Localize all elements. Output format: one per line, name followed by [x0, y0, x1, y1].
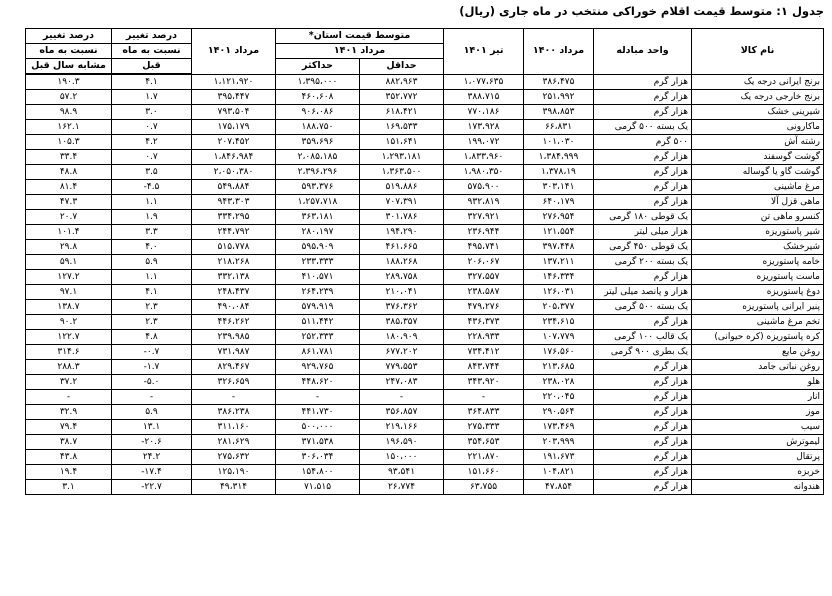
header-change-month-l3: قبل — [112, 59, 192, 75]
table-row — [26, 420, 824, 435]
cell-mordad1401: ۲۰۷،۴۵۲ — [192, 135, 276, 150]
cell-mordad1401: ۲۴۸،۴۳۷ — [192, 285, 276, 300]
cell-mordad1401: ۸۲۹،۴۶۷ — [192, 360, 276, 375]
cell-change-year: ۹۰.۲ — [26, 315, 112, 330]
cell-mordad1400: ۳۰۳،۱۴۱ — [524, 180, 594, 195]
cell-mordad1401: ۳۳۲،۱۳۸ — [192, 270, 276, 285]
cell-change-year: ۴۸.۸ — [26, 165, 112, 180]
table-row — [26, 405, 824, 420]
cell-change-year: ۱۰۵.۳ — [26, 135, 112, 150]
cell-tir1401: ۲۲۸،۹۳۳ — [444, 330, 524, 345]
cell-name: روغن مایع — [692, 345, 824, 360]
cell-mordad1401: ۲۷۵،۶۳۲ — [192, 450, 276, 465]
cell-change-year: ۲۸۸.۳ — [26, 360, 112, 375]
cell-mordad1400: ۲۷۶،۹۵۴ — [524, 210, 594, 225]
cell-unit: هزار گرم — [594, 390, 692, 405]
cell-name: هلو — [692, 375, 824, 390]
cell-change-year: ۳.۱ — [26, 480, 112, 495]
cell-max: ۵۷۹،۹۱۹ — [276, 300, 360, 315]
cell-min: ۹۳،۵۴۱ — [360, 465, 444, 480]
cell-change-year: ۱۹۰.۳ — [26, 74, 112, 90]
cell-change-month: -۰.۷ — [112, 345, 192, 360]
cell-tir1401: ۲۲۱،۸۷۰ — [444, 450, 524, 465]
cell-mordad1400: ۲۹۰،۵۶۴ — [524, 405, 594, 420]
header-change-month-l1: درصد تغییر — [112, 29, 192, 44]
cell-mordad1400: ۲۰۵،۳۷۷ — [524, 300, 594, 315]
cell-unit: هزار گرم — [594, 180, 692, 195]
cell-name: گوشت گوسفند — [692, 150, 824, 165]
table-row — [26, 195, 824, 210]
cell-name: روغن نباتی جامد — [692, 360, 824, 375]
cell-mordad1400: ۱۰۷،۷۷۹ — [524, 330, 594, 345]
cell-change-year: ۵۷.۲ — [26, 90, 112, 105]
cell-unit: هزار گرم — [594, 465, 692, 480]
cell-mordad1400: ۱۴۶،۳۳۴ — [524, 270, 594, 285]
cell-mordad1400: ۱۷۶،۵۶۰ — [524, 345, 594, 360]
cell-name: ماکارونی — [692, 120, 824, 135]
header-name: نام کالا — [692, 29, 824, 75]
cell-unit: یک بسته ۲۰۰ گرمی — [594, 255, 692, 270]
cell-unit: هزار گرم — [594, 165, 692, 180]
cell-mordad1400: ۱۲۱،۵۵۴ — [524, 225, 594, 240]
cell-unit: یک بطری ۹۰۰ گرمی — [594, 345, 692, 360]
cell-max: ۳۷۱،۵۳۸ — [276, 435, 360, 450]
cell-tir1401: - — [444, 390, 524, 405]
cell-change-month: -۴.۵ — [112, 180, 192, 195]
cell-max: ۲،۳۹۶،۲۹۶ — [276, 165, 360, 180]
cell-min: ۴۶۱،۶۶۵ — [360, 240, 444, 255]
cell-change-year: ۳۳.۴ — [26, 150, 112, 165]
cell-change-year: ۱۲۲.۷ — [26, 330, 112, 345]
cell-change-month: ۱.۱ — [112, 270, 192, 285]
cell-change-year: ۱۰۱.۴ — [26, 225, 112, 240]
cell-change-month: ۰.۷ — [112, 150, 192, 165]
cell-min: ۷۰۷،۳۹۱ — [360, 195, 444, 210]
cell-unit: هزار میلی لیتر — [594, 225, 692, 240]
cell-max: ۷۱،۵۱۵ — [276, 480, 360, 495]
table-row — [26, 210, 824, 225]
cell-unit: یک قوطی ۴۵۰ گرمی — [594, 240, 692, 255]
cell-mordad1400: ۱۷۳،۴۶۹ — [524, 420, 594, 435]
cell-min: ۸۸۲،۹۶۳ — [360, 74, 444, 90]
cell-tir1401: ۱۹۹،۰۷۲ — [444, 135, 524, 150]
cell-min: ۳۸۵،۳۵۷ — [360, 315, 444, 330]
cell-name: خربزه — [692, 465, 824, 480]
cell-change-year: ۵۹.۱ — [26, 255, 112, 270]
cell-unit: یک قالب ۱۰۰ گرمی — [594, 330, 692, 345]
cell-mordad1400: ۲۳۸،۰۲۸ — [524, 375, 594, 390]
cell-mordad1401: ۵۱۵،۷۷۸ — [192, 240, 276, 255]
cell-unit: یک بسته ۵۰۰ گرمی — [594, 300, 692, 315]
header-mordad1400: مرداد ۱۴۰۰ — [524, 29, 594, 75]
table-body — [26, 74, 824, 495]
table-row — [26, 375, 824, 390]
cell-change-month: ۴.۰ — [112, 240, 192, 255]
cell-tir1401: ۱۵۱،۶۶۰ — [444, 465, 524, 480]
cell-change-month: ۵.۹ — [112, 255, 192, 270]
cell-mordad1401: ۱،۱۲۱،۹۲۰ — [192, 74, 276, 90]
cell-change-month: ۱۳.۱ — [112, 420, 192, 435]
cell-max: ۳۵۹،۶۹۶ — [276, 135, 360, 150]
header-change-year-l1: درصد تغییر — [26, 29, 112, 44]
cell-tir1401: ۲۷۵،۳۳۳ — [444, 420, 524, 435]
cell-min: ۱،۲۹۳،۱۸۱ — [360, 150, 444, 165]
cell-name: ماست پاستوریزه — [692, 270, 824, 285]
cell-tir1401: ۴۷۹،۲۷۶ — [444, 300, 524, 315]
cell-mordad1400: ۱۰۱،۰۳۰ — [524, 135, 594, 150]
cell-unit: هزار گرم — [594, 480, 692, 495]
table-row — [26, 240, 824, 255]
cell-mordad1401: ۱۲۵،۱۹۰ — [192, 465, 276, 480]
cell-mordad1400: ۲۲۰،۰۴۵ — [524, 390, 594, 405]
cell-change-year: ۲۹.۸ — [26, 240, 112, 255]
cell-max: ۹۲۹،۷۶۵ — [276, 360, 360, 375]
table-row — [26, 480, 824, 495]
cell-tir1401: ۲۳۶،۹۴۴ — [444, 225, 524, 240]
cell-name: تخم مرغ ماشینی — [692, 315, 824, 330]
cell-unit: هزار گرم — [594, 435, 692, 450]
cell-unit: یک بسته ۵۰۰ گرمی — [594, 120, 692, 135]
cell-mordad1401: ۲۱۸،۲۶۸ — [192, 255, 276, 270]
cell-tir1401: ۱،۰۷۷،۶۳۵ — [444, 74, 524, 90]
cell-mordad1400: ۲۳۴،۶۱۵ — [524, 315, 594, 330]
cell-min: ۵۱۹،۸۸۶ — [360, 180, 444, 195]
cell-change-month: -۲۲.۷ — [112, 480, 192, 495]
cell-max: ۴۴۱،۷۳۰ — [276, 405, 360, 420]
cell-max: ۹۰۶،۰۸۶ — [276, 105, 360, 120]
cell-change-year: ۳۱۴.۶ — [26, 345, 112, 360]
cell-unit: هزار گرم — [594, 150, 692, 165]
cell-min: ۱۵۰،۰۰۰ — [360, 450, 444, 465]
cell-change-month: ۰.۷ — [112, 120, 192, 135]
table-row — [26, 300, 824, 315]
cell-min: ۷۷۹،۵۵۳ — [360, 360, 444, 375]
table-row — [26, 135, 824, 150]
cell-mordad1400: ۴۷،۸۵۴ — [524, 480, 594, 495]
cell-max: ۲۸۰،۱۹۷ — [276, 225, 360, 240]
cell-name: پنیر ایرانی پاستوریزه — [692, 300, 824, 315]
cell-mordad1401: ۳۱۱،۱۶۰ — [192, 420, 276, 435]
cell-max: ۴۴۸،۶۲۰ — [276, 375, 360, 390]
header-max: حداکثر — [276, 59, 360, 75]
table-row — [26, 120, 824, 135]
header-mordad1401: مرداد ۱۴۰۱ — [192, 29, 276, 75]
cell-max: ۵۱۱،۴۴۲ — [276, 315, 360, 330]
cell-name: خامه پاستوریزه — [692, 255, 824, 270]
cell-change-month: ۴.۲ — [112, 135, 192, 150]
cell-change-year: ۱۲۷.۲ — [26, 270, 112, 285]
cell-name: هندوانه — [692, 480, 824, 495]
cell-max: ۴۱۰،۵۷۱ — [276, 270, 360, 285]
cell-mordad1401: - — [192, 390, 276, 405]
cell-change-year: ۲۰.۷ — [26, 210, 112, 225]
cell-name: رشته آش — [692, 135, 824, 150]
cell-unit: هزار گرم — [594, 105, 692, 120]
cell-mordad1401: ۴۴۶،۲۶۲ — [192, 315, 276, 330]
cell-change-month: -۱۷.۴ — [112, 465, 192, 480]
table-row — [26, 270, 824, 285]
cell-min: ۳۰۱،۷۸۶ — [360, 210, 444, 225]
cell-change-month: ۳.۳ — [112, 225, 192, 240]
cell-mordad1401: ۴۹،۳۱۴ — [192, 480, 276, 495]
header-province-month: مرداد ۱۴۰۱ — [276, 44, 444, 59]
cell-change-year: ۴۷.۳ — [26, 195, 112, 210]
cell-name: مرغ ماشینی — [692, 180, 824, 195]
cell-change-month: -۵.۰ — [112, 375, 192, 390]
cell-change-month: ۴.۱ — [112, 285, 192, 300]
cell-min: ۱۶۹،۵۳۳ — [360, 120, 444, 135]
cell-max: ۵۹۵،۹۰۹ — [276, 240, 360, 255]
cell-tir1401: ۴۹۵،۷۴۱ — [444, 240, 524, 255]
cell-unit: هزار گرم — [594, 74, 692, 90]
cell-mordad1400: ۱۰۴،۸۲۱ — [524, 465, 594, 480]
cell-unit: ۵۰۰ گرم — [594, 135, 692, 150]
cell-max: ۴۶۰،۶۰۸ — [276, 90, 360, 105]
cell-max: ۵۹۳،۳۷۶ — [276, 180, 360, 195]
cell-mordad1400: ۱،۳۷۸،۱۹ — [524, 165, 594, 180]
cell-min: ۳۷۶،۳۶۲ — [360, 300, 444, 315]
cell-min: ۱۹۴،۲۹۰ — [360, 225, 444, 240]
cell-change-year: ۳۷.۲ — [26, 375, 112, 390]
cell-tir1401: ۳۸۸،۷۱۵ — [444, 90, 524, 105]
cell-name: لیموترش — [692, 435, 824, 450]
cell-change-year: ۸۱.۴ — [26, 180, 112, 195]
cell-name: شیر پاستوریزه — [692, 225, 824, 240]
cell-max: ۵۰۰،۰۰۰ — [276, 420, 360, 435]
cell-min: ۱۸۸،۲۶۸ — [360, 255, 444, 270]
cell-change-year: ۷۹.۴ — [26, 420, 112, 435]
cell-max: ۸۶۱،۷۸۱ — [276, 345, 360, 360]
table-title: جدول ۱: متوسط قیمت اقلام خوراکی منتخب در ماه جاری (ریال) — [459, 4, 824, 18]
cell-change-month: ۱.۷ — [112, 90, 192, 105]
cell-unit: هزار گرم — [594, 270, 692, 285]
cell-tir1401: ۲۳۸،۵۸۷ — [444, 285, 524, 300]
cell-mordad1400: ۶۶،۸۳۱ — [524, 120, 594, 135]
cell-name: شیرینی خشک — [692, 105, 824, 120]
cell-max: ۲۵۲،۳۳۳ — [276, 330, 360, 345]
cell-change-year: ۱۹.۴ — [26, 465, 112, 480]
cell-name: سیب — [692, 420, 824, 435]
table-row — [26, 165, 824, 180]
cell-mordad1401: ۲۸۱،۶۲۹ — [192, 435, 276, 450]
cell-change-month: ۲۴.۲ — [112, 450, 192, 465]
cell-min: ۶۷۷،۲۰۲ — [360, 345, 444, 360]
cell-min: ۲۴۷،۰۸۳ — [360, 375, 444, 390]
cell-mordad1401: ۲،۰۵۰،۳۸۰ — [192, 165, 276, 180]
cell-name: ماهی قزل آلا — [692, 195, 824, 210]
cell-change-year: - — [26, 390, 112, 405]
cell-max: ۳۶۳،۱۸۱ — [276, 210, 360, 225]
table-row — [26, 450, 824, 465]
cell-change-month: ۵.۹ — [112, 405, 192, 420]
table-row — [26, 465, 824, 480]
cell-unit: هزار گرم — [594, 375, 692, 390]
cell-mordad1401: ۵۴۹،۸۸۴ — [192, 180, 276, 195]
cell-change-month: -۲۰.۶ — [112, 435, 192, 450]
cell-mordad1401: ۱،۸۴۶،۹۸۴ — [192, 150, 276, 165]
cell-change-month: - — [112, 390, 192, 405]
cell-tir1401: ۶۳،۷۵۵ — [444, 480, 524, 495]
cell-max: ۲۶۴،۲۳۹ — [276, 285, 360, 300]
table-row — [26, 360, 824, 375]
cell-tir1401: ۱،۹۸۰،۳۵۰ — [444, 165, 524, 180]
cell-unit: هزار گرم — [594, 405, 692, 420]
cell-change-month: ۲.۳ — [112, 300, 192, 315]
cell-unit: هزار گرم — [594, 315, 692, 330]
cell-name: دوغ پاستوریزه — [692, 285, 824, 300]
cell-change-month: -۱.۷ — [112, 360, 192, 375]
cell-mordad1401: ۷۳۱،۹۸۷ — [192, 345, 276, 360]
cell-min: ۱۹۶،۵۹۰ — [360, 435, 444, 450]
cell-max: ۱،۳۹۵،۰۰۰ — [276, 74, 360, 90]
cell-mordad1400: ۶۴۰،۱۷۹ — [524, 195, 594, 210]
cell-change-month: ۳.۰ — [112, 105, 192, 120]
cell-min: ۱۵۱،۶۴۱ — [360, 135, 444, 150]
cell-mordad1400: ۳۹۷،۴۴۸ — [524, 240, 594, 255]
cell-unit: یک قوطی ۱۸۰ گرمی — [594, 210, 692, 225]
cell-mordad1401: ۳۸۶،۲۳۸ — [192, 405, 276, 420]
cell-mordad1401: ۳۹۵،۴۴۷ — [192, 90, 276, 105]
table-row — [26, 345, 824, 360]
cell-mordad1401: ۴۹۰،۰۸۴ — [192, 300, 276, 315]
cell-tir1401: ۷۷۰،۱۸۶ — [444, 105, 524, 120]
cell-min: ۱،۳۶۳،۵۰۰ — [360, 165, 444, 180]
header-tir1401: تیر ۱۴۰۱ — [444, 29, 524, 75]
cell-min: ۲۱۹،۱۶۶ — [360, 420, 444, 435]
cell-unit: هزار گرم — [594, 420, 692, 435]
cell-change-year: ۴۳.۸ — [26, 450, 112, 465]
cell-min: ۲۱۰،۰۴۱ — [360, 285, 444, 300]
cell-mordad1400: ۲۱۳،۶۸۵ — [524, 360, 594, 375]
cell-max: ۱۵۴،۸۰۰ — [276, 465, 360, 480]
cell-change-year: ۳۸.۷ — [26, 435, 112, 450]
table-row — [26, 150, 824, 165]
cell-mordad1400: ۲۰۳،۹۹۹ — [524, 435, 594, 450]
cell-unit: هزار گرم — [594, 195, 692, 210]
header-change-year-l3: مشابه سال قبل — [26, 59, 112, 75]
cell-name: کره پاستوریزه (کره حیوانی) — [692, 330, 824, 345]
cell-min: ۶۱۸،۴۲۱ — [360, 105, 444, 120]
table-row — [26, 90, 824, 105]
cell-unit: هزار و پانصد میلی لیتر — [594, 285, 692, 300]
cell-tir1401: ۳۴۳،۹۲۰ — [444, 375, 524, 390]
cell-change-year: ۹۷.۱ — [26, 285, 112, 300]
cell-max: ۳۰۶،۰۳۴ — [276, 450, 360, 465]
table-row — [26, 225, 824, 240]
cell-tir1401: ۷۳۴،۴۱۲ — [444, 345, 524, 360]
header-change-year-l2: نسبت به ماه — [26, 44, 112, 59]
table-row — [26, 180, 824, 195]
cell-tir1401: ۳۶۴،۸۳۳ — [444, 405, 524, 420]
table-row — [26, 74, 824, 90]
cell-change-month: ۱.۹ — [112, 210, 192, 225]
cell-mordad1401: ۲۳۹،۹۸۵ — [192, 330, 276, 345]
cell-change-month: ۲.۳ — [112, 315, 192, 330]
cell-mordad1401: ۲۴۴،۷۹۲ — [192, 225, 276, 240]
cell-min: - — [360, 390, 444, 405]
table-row — [26, 315, 824, 330]
cell-max: ۱۸۸،۷۵۰ — [276, 120, 360, 135]
cell-mordad1401: ۳۲۶،۶۵۹ — [192, 375, 276, 390]
cell-change-month: ۳.۵ — [112, 165, 192, 180]
cell-tir1401: ۱،۸۳۳،۹۶۰ — [444, 150, 524, 165]
cell-name: برنج ایرانی درجه یک — [692, 74, 824, 90]
table-row — [26, 255, 824, 270]
cell-mordad1400: ۱۳۷،۲۱۱ — [524, 255, 594, 270]
cell-change-year: ۳۲.۹ — [26, 405, 112, 420]
cell-mordad1401: ۷۹۳،۵۰۴ — [192, 105, 276, 120]
cell-max: ۲۳۳،۳۳۳ — [276, 255, 360, 270]
cell-tir1401: ۳۲۷،۵۵۷ — [444, 270, 524, 285]
cell-name: گوشت گاو یا گوساله — [692, 165, 824, 180]
cell-change-year: ۱۳۸.۷ — [26, 300, 112, 315]
cell-max: - — [276, 390, 360, 405]
cell-tir1401: ۲۰۶،۰۶۷ — [444, 255, 524, 270]
header-min: حداقل — [360, 59, 444, 75]
table-row — [26, 435, 824, 450]
cell-tir1401: ۹۳۲،۸۱۹ — [444, 195, 524, 210]
cell-change-month: ۴.۸ — [112, 330, 192, 345]
cell-min: ۱۸۰،۹۰۹ — [360, 330, 444, 345]
price-table — [25, 28, 824, 495]
table-row — [26, 330, 824, 345]
cell-mordad1400: ۳۹۸،۸۵۳ — [524, 105, 594, 120]
cell-max: ۱،۲۵۷،۷۱۸ — [276, 195, 360, 210]
cell-tir1401: ۳۲۷،۹۲۱ — [444, 210, 524, 225]
cell-mordad1400: ۲۵۱،۹۹۲ — [524, 90, 594, 105]
cell-mordad1400: ۱،۳۸۴،۹۹۹ — [524, 150, 594, 165]
cell-min: ۳۵۲،۷۷۲ — [360, 90, 444, 105]
table-row — [26, 390, 824, 405]
cell-unit: هزار گرم — [594, 450, 692, 465]
header-province-avg: متوسط قیمت استان* — [276, 29, 444, 44]
table-row — [26, 105, 824, 120]
cell-mordad1400: ۱۹۱،۶۷۳ — [524, 450, 594, 465]
cell-name: کنسرو ماهی تن — [692, 210, 824, 225]
cell-name: شیرخشک — [692, 240, 824, 255]
cell-change-year: ۹۸.۹ — [26, 105, 112, 120]
header-change-month-l2: نسبت به ماه — [112, 44, 192, 59]
cell-tir1401: ۴۳۶،۳۷۳ — [444, 315, 524, 330]
cell-mordad1401: ۹۴۳،۳۰۳ — [192, 195, 276, 210]
cell-mordad1401: ۱۷۵،۱۷۹ — [192, 120, 276, 135]
cell-change-year: ۱۶۲.۱ — [26, 120, 112, 135]
cell-unit: هزار گرم — [594, 90, 692, 105]
cell-tir1401: ۸۴۳،۷۴۴ — [444, 360, 524, 375]
cell-min: ۲۸۹،۷۵۸ — [360, 270, 444, 285]
cell-unit: هزار گرم — [594, 360, 692, 375]
cell-tir1401: ۳۵۴،۶۵۳ — [444, 435, 524, 450]
cell-tir1401: ۵۷۵،۹۰۰ — [444, 180, 524, 195]
cell-change-month: ۴.۱ — [112, 74, 192, 90]
cell-name: انار — [692, 390, 824, 405]
cell-name: موز — [692, 405, 824, 420]
cell-mordad1400: ۱۲۶،۰۳۱ — [524, 285, 594, 300]
cell-mordad1401: ۳۳۴،۲۹۵ — [192, 210, 276, 225]
cell-mordad1400: ۳۸۶،۴۷۵ — [524, 74, 594, 90]
cell-change-month: ۱.۱ — [112, 195, 192, 210]
cell-min: ۳۵۶،۸۵۷ — [360, 405, 444, 420]
cell-name: برنج خارجی درجه یک — [692, 90, 824, 105]
table-row — [26, 285, 824, 300]
cell-min: ۲۶،۷۷۴ — [360, 480, 444, 495]
cell-name: پرتقال — [692, 450, 824, 465]
cell-tir1401: ۱۷۳،۹۲۸ — [444, 120, 524, 135]
header-unit: واحد مبادله — [594, 29, 692, 75]
cell-max: ۲،۰۸۵،۱۸۵ — [276, 150, 360, 165]
